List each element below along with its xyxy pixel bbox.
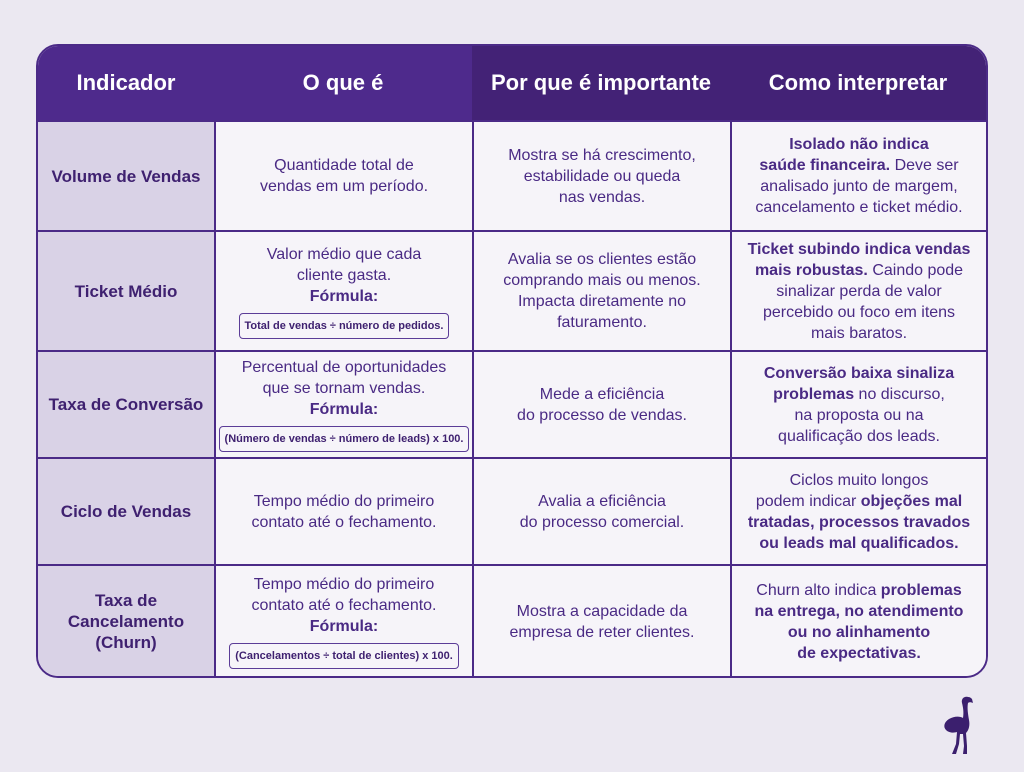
interpretation-text: ou leads mal qualificados.: [759, 534, 959, 552]
interpretation-line: [748, 512, 970, 533]
importance-cell: [472, 350, 730, 457]
interpretation-line: [788, 622, 930, 643]
definition-cell: [214, 350, 472, 457]
interpretation-text-cont: no discurso,: [854, 385, 945, 403]
definition-cell: [214, 564, 472, 677]
interpretation-line: [760, 176, 957, 197]
definition-line: contato até o fechamento.: [251, 597, 437, 614]
interpretation-line: [755, 197, 962, 218]
interpretation-text: na entrega, no atendimento: [754, 602, 964, 620]
definition-line: Tempo médio do primeiro: [253, 492, 435, 510]
definition-cell: [214, 120, 472, 230]
interpretation-text: mais robustas.: [754, 261, 868, 279]
importance-line: do processo de vendas.: [517, 406, 687, 424]
interpretation-text: Ticket subindo indica vendas: [747, 240, 971, 258]
interpretation-line: [795, 405, 924, 426]
indicators-table: [36, 44, 988, 678]
interpretation-cell: [730, 120, 986, 230]
definition-cell: [214, 457, 472, 564]
definition-line: Valor médio que cada: [266, 245, 422, 263]
importance-line: nas vendas.: [558, 188, 646, 206]
formula-box: (Cancelamentos ÷ total de clientes) x 100.: [229, 643, 459, 669]
interpretation-text: de expectativas.: [797, 644, 921, 662]
interpretation-line: [789, 134, 929, 155]
formula-box: (Número de vendas ÷ número de leads) x 100.: [219, 426, 470, 452]
interpretation-line: [759, 533, 958, 554]
interpretation-line: [763, 302, 955, 323]
indicator-name-line: (Churn): [95, 633, 157, 652]
interpretation-text: na proposta ou na: [794, 406, 924, 424]
importance-line: Mostra se há crescimento,: [508, 146, 696, 164]
importance-line: comprando mais ou menos.: [503, 272, 701, 289]
formula-label: Fórmula:: [309, 401, 379, 418]
interpretation-line: [756, 491, 962, 512]
interpretation-line: [764, 363, 954, 384]
importance-line: estabilidade ou queda: [523, 167, 681, 185]
formula-box: Total de vendas ÷ número de pedidos.: [239, 313, 450, 339]
definition-line: vendas em um período.: [259, 178, 429, 195]
interpretation-text-cont: Deve ser: [890, 157, 959, 174]
importance-line: Mede a eficiência: [539, 385, 665, 403]
importance-line: Avalia se os clientes estão: [507, 251, 697, 268]
formula-label: Fórmula:: [309, 287, 379, 305]
definition-line: Tempo médio do primeiro: [253, 576, 435, 593]
interpretation-line: [773, 384, 945, 405]
interpretation-line: [778, 426, 940, 447]
indicator-cell: [38, 120, 214, 230]
interpretation-line: [811, 323, 907, 344]
indicator-cell: [38, 564, 214, 677]
interpretation-text: mais baratos.: [810, 324, 908, 342]
definition-line: contato até o fechamento.: [251, 513, 437, 531]
interpretation-cell: [730, 457, 986, 564]
interpretation-cell: [730, 350, 986, 457]
importance-cell: [472, 564, 730, 677]
interpretation-text: Isolado não indica: [789, 136, 929, 153]
indicator-cell: [38, 230, 214, 350]
definition-cell: [214, 230, 472, 350]
importance-line: empresa de reter clientes.: [509, 623, 695, 641]
interpretation-text: percebido ou foco em itens: [762, 303, 956, 321]
header-como-interpretar: Como interpretar: [730, 46, 986, 120]
indicator-name-line: Taxa de: [94, 591, 158, 610]
interpretation-text: problemas: [773, 385, 855, 403]
formula-label: Fórmula:: [309, 618, 379, 635]
interpretation-cell: [730, 230, 986, 350]
indicator-name: Volume de Vendas: [51, 166, 201, 186]
interpretation-text-bold: problemas: [880, 581, 962, 599]
indicator-cell: [38, 350, 214, 457]
importance-line: Impacta diretamente no: [517, 293, 687, 310]
definition-line: Percentual de oportunidades: [241, 359, 447, 376]
importance-cell: [472, 457, 730, 564]
interpretation-text: tratadas, processos travados: [747, 513, 971, 531]
interpretation-text-cont: Caindo pode: [867, 261, 964, 279]
interpretation-line: [776, 281, 941, 302]
ostrich-logo-icon: [938, 694, 982, 758]
interpretation-text: analisado junto de margem,: [760, 178, 958, 195]
interpretation-text: Conversão baixa sinaliza: [763, 364, 955, 382]
interpretation-text: qualificação dos leads.: [778, 427, 940, 445]
interpretation-text: cancelamento e ticket médio.: [755, 199, 963, 216]
interpretation-line: [759, 155, 958, 176]
interpretation-cell: [730, 564, 986, 677]
definition-line: Quantidade total de: [274, 157, 414, 174]
interpretation-line: [797, 643, 921, 664]
importance-cell: [472, 230, 730, 350]
importance-cell: [472, 120, 730, 230]
table-grid: [38, 46, 986, 676]
interpretation-text-bold: objeções mal: [860, 492, 963, 510]
interpretation-text: Churn alto indica: [756, 581, 881, 599]
indicator-name: Ticket Médio: [74, 281, 178, 301]
interpretation-line: [790, 470, 929, 491]
header-por-que-importante: Por que é importante: [472, 46, 730, 120]
indicator-name: Taxa de Conversão: [48, 395, 204, 414]
importance-line: Mostra a capacidade da: [516, 602, 688, 620]
importance-line: do processo comercial.: [519, 513, 685, 531]
definition-line: cliente gasta.: [296, 266, 392, 284]
interpretation-text: ou no alinhamento: [787, 623, 931, 641]
importance-line: faturamento.: [557, 314, 647, 331]
definition-line: que se tornam vendas.: [262, 380, 426, 397]
indicator-cell: [38, 457, 214, 564]
interpretation-line: [748, 239, 971, 260]
interpretation-text: Ciclos muito longos: [789, 471, 929, 489]
header-o-que-e: O que é: [214, 46, 472, 120]
header-indicador: Indicador: [38, 46, 214, 120]
interpretation-line: [755, 601, 964, 622]
interpretation-text: sinalizar perda de valor: [776, 282, 942, 300]
importance-line: Avalia a eficiência: [538, 492, 666, 510]
interpretation-line: [756, 580, 961, 601]
indicator-name-line: Cancelamento: [67, 612, 185, 631]
interpretation-text: podem indicar: [755, 492, 861, 510]
indicator-name: Ciclo de Vendas: [60, 502, 192, 521]
interpretation-line: [755, 260, 963, 281]
interpretation-text: saúde financeira.: [759, 157, 891, 174]
